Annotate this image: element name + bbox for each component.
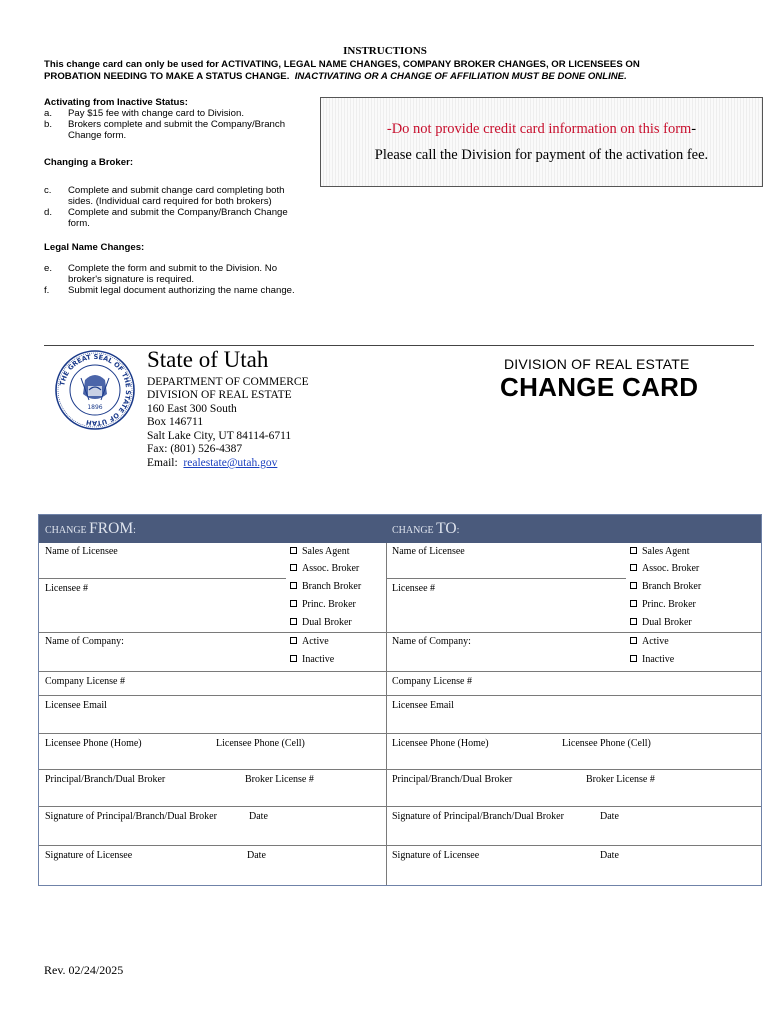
from-licensee-date-label: Date	[247, 850, 266, 861]
from-checkbox-dual-broker[interactable]: Dual Broker	[290, 617, 352, 628]
list-item: e. Complete the form and submit to the Division. No broker's signature is required.	[44, 263, 278, 285]
divider	[39, 769, 386, 770]
to-checkbox-dual-broker[interactable]: Dual Broker	[630, 617, 692, 628]
change-card-form	[38, 514, 762, 886]
divider	[386, 845, 761, 846]
column-divider	[386, 543, 387, 885]
divider	[386, 806, 761, 807]
dept-name: DEPARTMENT OF COMMERCE	[147, 376, 309, 388]
from-checkbox-active[interactable]: Active	[290, 636, 329, 647]
divider	[39, 806, 386, 807]
divider	[39, 671, 386, 672]
to-checkbox-princ-broker[interactable]: Princ. Broker	[630, 599, 696, 610]
list-item: d. Complete and submit the Company/Branch Change form.	[44, 207, 288, 229]
to-principal-signature-label: Signature of Principal/Branch/Dual Broker	[392, 811, 564, 822]
credit-card-warning: -Do not provide credit card information on this form-	[386, 121, 697, 137]
divider	[39, 578, 286, 579]
email-label: Email:	[147, 457, 178, 469]
from-phone-home-label: Licensee Phone (Home)	[45, 738, 142, 749]
seal-arc-text: THE GREAT SEAL OF THE STATE OF UTAH	[58, 352, 133, 428]
broker-section	[44, 185, 308, 229]
to-principal-broker-label: Principal/Branch/Dual Broker	[392, 774, 513, 785]
activating-heading: Activating from Inactive Status:	[44, 97, 188, 108]
list-item: b. Brokers complete and submit the Company/Branch Change form.	[44, 119, 286, 141]
list-item: f. Submit legal document authorizing the name change.	[44, 285, 295, 296]
divider	[386, 733, 761, 734]
list-item: c. Complete and submit change card completing both sides. (Individual card required for both brokers)	[44, 185, 285, 207]
from-checkbox-inactive[interactable]: Inactive	[290, 654, 334, 665]
intro-line-1: This change card can only be used for ACTIVATING, LEGAL NAME CHANGES, COMPANY BROKER CHANGES, OR LICENSEES ON	[44, 59, 640, 70]
instructions-title: INSTRUCTIONS	[343, 45, 427, 57]
header-divider	[44, 345, 754, 346]
from-licensee-signature-label: Signature of Licensee	[45, 850, 133, 861]
city-state-zip: Salt Lake City, UT 84114-6711	[147, 430, 292, 442]
form-header-bar	[39, 515, 761, 543]
list-item: a. Pay $15 fee with change card to Division.	[44, 108, 244, 119]
state-title: State of Utah	[147, 347, 269, 372]
to-licensee-signature-label: Signature of Licensee	[392, 850, 480, 861]
po-box: Box 146711	[147, 416, 204, 428]
seal-year: 1896	[87, 404, 103, 411]
intro-line-2	[44, 71, 734, 83]
to-broker-license-label: Broker License #	[586, 774, 655, 785]
divider	[386, 769, 761, 770]
divider	[386, 632, 761, 633]
to-checkbox-active[interactable]: Active	[630, 636, 669, 647]
fax-number: Fax: (801) 526-4387	[147, 443, 243, 455]
legal-section	[44, 263, 308, 296]
intro-line-2-italic: INACTIVATING OR A CHANGE OF AFFILIATION MUST BE DONE ONLINE.	[294, 71, 627, 82]
payment-instruction: Please call the Division for payment of the activation fee.	[374, 147, 709, 163]
from-principal-signature-label: Signature of Principal/Branch/Dual Broker	[45, 811, 217, 822]
from-principal-date-label: Date	[249, 811, 268, 822]
from-licensee-email-label: Licensee Email	[45, 700, 107, 711]
revision-date: Rev. 02/24/2025	[44, 963, 124, 977]
payment-notice-box	[320, 97, 763, 187]
from-licensee-number-label: Licensee #	[45, 583, 89, 594]
to-name-of-licensee-label: Name of Licensee	[392, 546, 465, 557]
division-heading: DIVISION OF REAL ESTATE	[504, 356, 690, 372]
from-company-name-label: Name of Company:	[45, 636, 124, 647]
to-licensee-number-label: Licensee #	[392, 583, 436, 594]
to-checkbox-assoc-broker[interactable]: Assoc. Broker	[630, 563, 699, 574]
to-phone-cell-label: Licensee Phone (Cell)	[562, 738, 651, 749]
activating-section	[44, 97, 308, 141]
divider	[39, 733, 386, 734]
change-from-heading: CHANGE FROM:	[45, 520, 136, 537]
divider	[386, 671, 761, 672]
email-link[interactable]: realestate@utah.gov	[183, 457, 278, 469]
from-checkbox-princ-broker[interactable]: Princ. Broker	[290, 599, 356, 610]
from-checkbox-assoc-broker[interactable]: Assoc. Broker	[290, 563, 359, 574]
to-checkbox-inactive[interactable]: Inactive	[630, 654, 674, 665]
broker-heading: Changing a Broker:	[44, 157, 134, 168]
from-phone-cell-label: Licensee Phone (Cell)	[216, 738, 305, 749]
from-company-license-label: Company License #	[45, 676, 125, 687]
to-licensee-date-label: Date	[600, 850, 619, 861]
to-principal-date-label: Date	[600, 811, 619, 822]
intro-line-2-normal: PROBATION NEEDING TO MAKE A STATUS CHANGE.	[44, 71, 290, 82]
email-line	[147, 457, 277, 470]
from-principal-broker-label: Principal/Branch/Dual Broker	[45, 774, 166, 785]
instructions-intro	[44, 59, 734, 83]
change-to-heading: CHANGE TO:	[392, 520, 460, 537]
to-company-name-label: Name of Company:	[392, 636, 471, 647]
utah-state-seal-icon	[55, 350, 135, 430]
to-checkbox-sales-agent[interactable]: Sales Agent	[630, 546, 690, 557]
to-checkbox-branch-broker[interactable]: Branch Broker	[630, 581, 701, 592]
from-checkbox-sales-agent[interactable]: Sales Agent	[290, 546, 350, 557]
street-address: 160 East 300 South	[147, 403, 237, 415]
division-name: DIVISION OF REAL ESTATE	[147, 389, 292, 401]
to-company-license-label: Company License #	[392, 676, 472, 687]
to-phone-home-label: Licensee Phone (Home)	[392, 738, 489, 749]
from-name-of-licensee-label: Name of Licensee	[45, 546, 118, 557]
divider	[386, 578, 626, 579]
to-licensee-email-label: Licensee Email	[392, 700, 454, 711]
legal-heading: Legal Name Changes:	[44, 242, 145, 253]
divider	[39, 695, 386, 696]
from-broker-license-label: Broker License #	[245, 774, 314, 785]
from-checkbox-branch-broker[interactable]: Branch Broker	[290, 581, 361, 592]
divider	[39, 632, 386, 633]
divider	[386, 695, 761, 696]
page-title: CHANGE CARD	[500, 372, 699, 402]
divider	[39, 845, 386, 846]
